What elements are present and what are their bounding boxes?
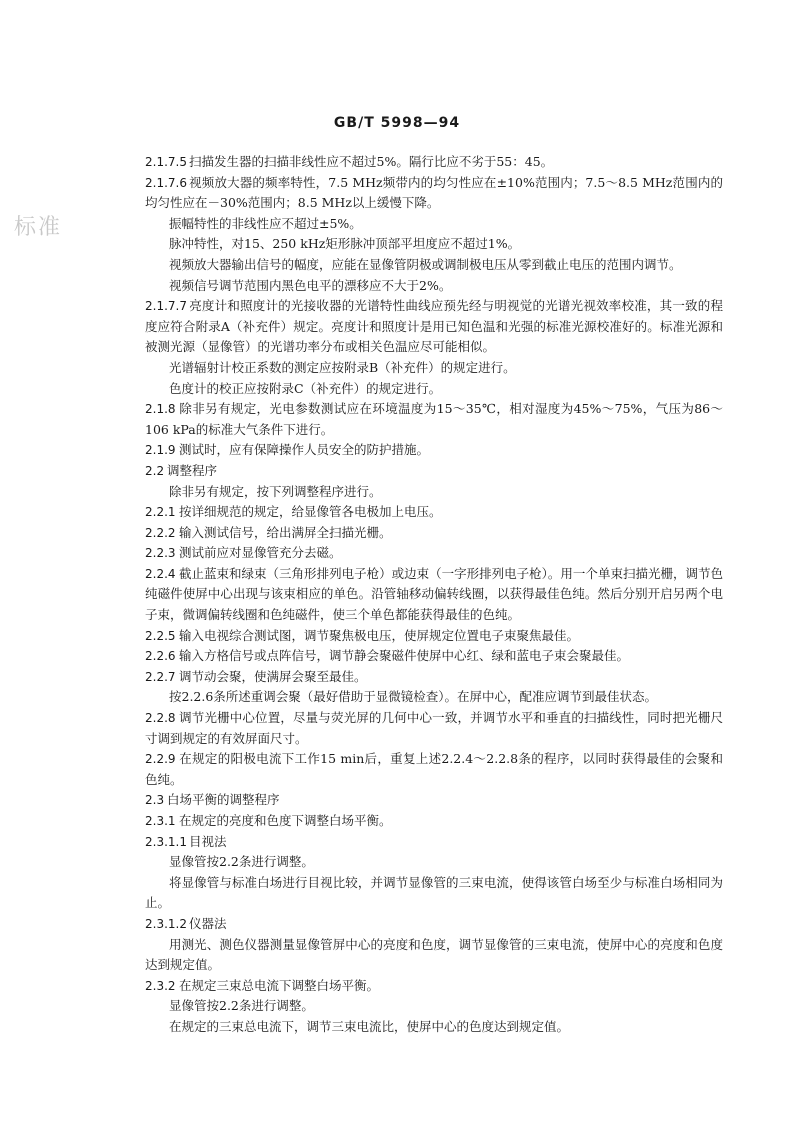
paragraph-text: 输入测试信号，给出满屏全扫描光栅。 bbox=[179, 524, 392, 540]
clause-number: 2.1.8 bbox=[145, 402, 176, 417]
paragraph bbox=[145, 461, 723, 482]
paragraph-text: 在规定三束总电流下调整白场平衡。 bbox=[179, 977, 380, 993]
clause-number: 2.3.1.2 bbox=[145, 916, 187, 931]
paragraph-text: 调节光栅中心位置，尽量与荧光屏的几何中心一致，并调节水平和垂直的扫描线性，同时把光栅尺寸调到规定的有效屏面尺寸。 bbox=[145, 710, 723, 746]
paragraph-text: 视频放大器输出信号的幅度，应能在显像管阴极或调制极电压从零到截止电压的范围内调节。 bbox=[169, 256, 682, 272]
paragraph bbox=[145, 543, 723, 564]
paragraph-text: 目视法 bbox=[189, 833, 227, 849]
paragraph-text: 测试时，应有保障操作人员安全的防护措施。 bbox=[179, 442, 430, 458]
paragraph-text: 视频信号调节范围内黑色电平的漂移应不大于2%。 bbox=[169, 277, 452, 293]
clause-number: 2.2.9 bbox=[145, 752, 176, 767]
clause-number: 2.1.9 bbox=[145, 443, 176, 458]
paragraph-text: 测试前应对显像管充分去磁。 bbox=[179, 545, 342, 561]
page-header: GB/T 5998—94 bbox=[333, 115, 461, 131]
paragraph-text: 仪器法 bbox=[189, 915, 227, 931]
paragraph-text: 在规定的亮度和色度下调整白场平衡。 bbox=[179, 813, 392, 828]
paragraph bbox=[145, 399, 723, 440]
clause-number: 2.2.6 bbox=[145, 649, 176, 664]
clause-number: 2.1.7.6 bbox=[145, 175, 187, 190]
clause-number: 2.2.3 bbox=[145, 546, 176, 561]
paragraph-text: 按详细规范的规定，给显像管各电极加上电压。 bbox=[179, 504, 442, 520]
paragraph-text: 截止蓝束和绿束（三角形排列电子枪）或边束（一字形排列电子枪）。用一个单束扫描光栅，调节色纯磁件使屏中心出现与该束相应的单色。沿管轴移动偏转线圈，以获得最佳色纯。然后分别开启另两个电子束，微调偏转线圈和色纯磁件，使三个单色都能获得最佳的色纯。 bbox=[145, 565, 723, 623]
paragraph-text: 按2.2.6条所述重调会聚（最好借助于显微镜检查）。在屏中心，配准应调节到最佳状态。 bbox=[169, 689, 658, 705]
paragraph bbox=[145, 646, 723, 667]
paragraph-text: 将显像管与标准白场进行目视比较，并调节显像管的三束电流，使得该管白场至少与标准白场相同为止。 bbox=[145, 874, 723, 911]
paragraph bbox=[145, 811, 723, 832]
paragraph bbox=[145, 564, 723, 626]
clause-number: 2.3.2 bbox=[145, 978, 176, 993]
paragraph bbox=[145, 667, 723, 688]
paragraph-text: 亮度计和照度计的光接收器的光谱特性曲线应预先经与明视觉的光谱光视效率校准，其一致的程度应符合附录A（补充件）规定。亮度计和照度计是用已知色温和光强的标准光源校准好的。标准光源和被测光源（显像管）的光谱功率分布或相关色温应尽可能相似。 bbox=[145, 298, 723, 355]
paragraph-text: 光谱辐射计校正系数的测定应按附录B（补充件）的规定进行。 bbox=[169, 359, 516, 375]
paragraph bbox=[145, 276, 723, 297]
paragraph bbox=[145, 914, 723, 935]
paragraph bbox=[145, 296, 723, 358]
clause-number: 2.3.1.1 bbox=[145, 834, 187, 849]
paragraph bbox=[145, 852, 723, 873]
paragraph bbox=[145, 214, 723, 235]
paragraph bbox=[145, 873, 723, 914]
paragraph-text: 输入电视综合测试图，调节聚焦极电压，使屏规定位置电子束聚焦最佳。 bbox=[179, 627, 580, 643]
paragraph-text: 扫描发生器的扫描非线性应不超过5%。隔行比应不劣于55：45。 bbox=[189, 154, 554, 169]
clause-number: 2.2.7 bbox=[145, 669, 176, 684]
clause-number: 2.3.1 bbox=[145, 814, 176, 828]
clause-number: 2.3 bbox=[145, 793, 165, 808]
paragraph bbox=[145, 626, 723, 647]
clause-number: 2.2.8 bbox=[145, 711, 176, 726]
paragraph-text: 调整程序 bbox=[167, 462, 218, 478]
paragraph bbox=[145, 687, 723, 708]
watermark-text: 标准 bbox=[14, 215, 63, 240]
clause-number: 2.2.4 bbox=[145, 566, 176, 581]
paragraph bbox=[145, 523, 723, 544]
paragraph-text: 除非另有规定，按下列调整程序进行。 bbox=[169, 483, 382, 499]
paragraph-text: 用测光、测色仪器测量显像管屏中心的亮度和色度，调节显像管的三束电流，使屏中心的亮度和色度达到规定值。 bbox=[145, 936, 723, 973]
paragraph bbox=[145, 152, 723, 173]
paragraph bbox=[145, 708, 723, 749]
paragraph-text: 显像管按2.2条进行调整。 bbox=[169, 998, 314, 1014]
paragraph bbox=[145, 482, 723, 503]
paragraph bbox=[145, 440, 723, 461]
paragraph bbox=[145, 976, 723, 997]
paragraph bbox=[145, 832, 723, 853]
paragraph-text: 输入方格信号或点阵信号，调节静会聚磁件使屏中心红、绿和蓝电子束会聚最佳。 bbox=[179, 648, 630, 664]
document-body bbox=[145, 152, 723, 1038]
paragraph-text: 除非另有规定，光电参数测试应在环境温度为15～35℃，相对湿度为45%～75%，气压为86～106 kPa的标准大气条件下进行。 bbox=[145, 401, 723, 437]
clause-number: 2.2.2 bbox=[145, 525, 176, 540]
paragraph-text: 视频放大器的频率特性，7.5 MHz频带内的均匀性应在±10%范围内；7.5～8.5 MHz范围内的均匀性应在－30%范围内；8.5 MHz以上缓慢下降。 bbox=[145, 174, 723, 211]
paragraph-text: 白场平衡的调整程序 bbox=[167, 792, 280, 808]
paragraph bbox=[145, 234, 723, 255]
paragraph-text: 在规定的三束总电流下，调节三束电流比，使屏中心的色度达到规定值。 bbox=[169, 1018, 570, 1034]
clause-number: 2.1.7.5 bbox=[145, 155, 187, 169]
paragraph-text: 在规定的阳极电流下工作15 min后，重复上述2.2.4～2.2.8条的程序，以同时获得最佳的会聚和色纯。 bbox=[145, 751, 723, 787]
clause-number: 2.1.7.7 bbox=[145, 299, 187, 314]
paragraph bbox=[145, 749, 723, 790]
paragraph-text: 色度计的校正应按附录C（补充件）的规定进行。 bbox=[169, 380, 442, 396]
paragraph bbox=[145, 358, 723, 379]
paragraph bbox=[145, 790, 723, 811]
clause-number: 2.2.5 bbox=[145, 628, 176, 643]
paragraph bbox=[145, 502, 723, 523]
paragraph bbox=[145, 1017, 723, 1038]
paragraph-text: 显像管按2.2条进行调整。 bbox=[169, 854, 314, 870]
paragraph-text: 调节动会聚，使满屏会聚至最佳。 bbox=[179, 668, 367, 684]
paragraph bbox=[145, 173, 723, 214]
paragraph-text: 脉冲特性，对15、250 kHz矩形脉冲顶部平坦度应不超过1%。 bbox=[169, 236, 521, 252]
paragraph bbox=[145, 935, 723, 976]
clause-number: 2.2 bbox=[145, 463, 165, 478]
paragraph bbox=[145, 255, 723, 276]
paragraph-text: 振幅特性的非线性应不超过±5%。 bbox=[169, 215, 362, 231]
paragraph bbox=[145, 379, 723, 400]
paragraph bbox=[145, 996, 723, 1017]
clause-number: 2.2.1 bbox=[145, 505, 176, 520]
